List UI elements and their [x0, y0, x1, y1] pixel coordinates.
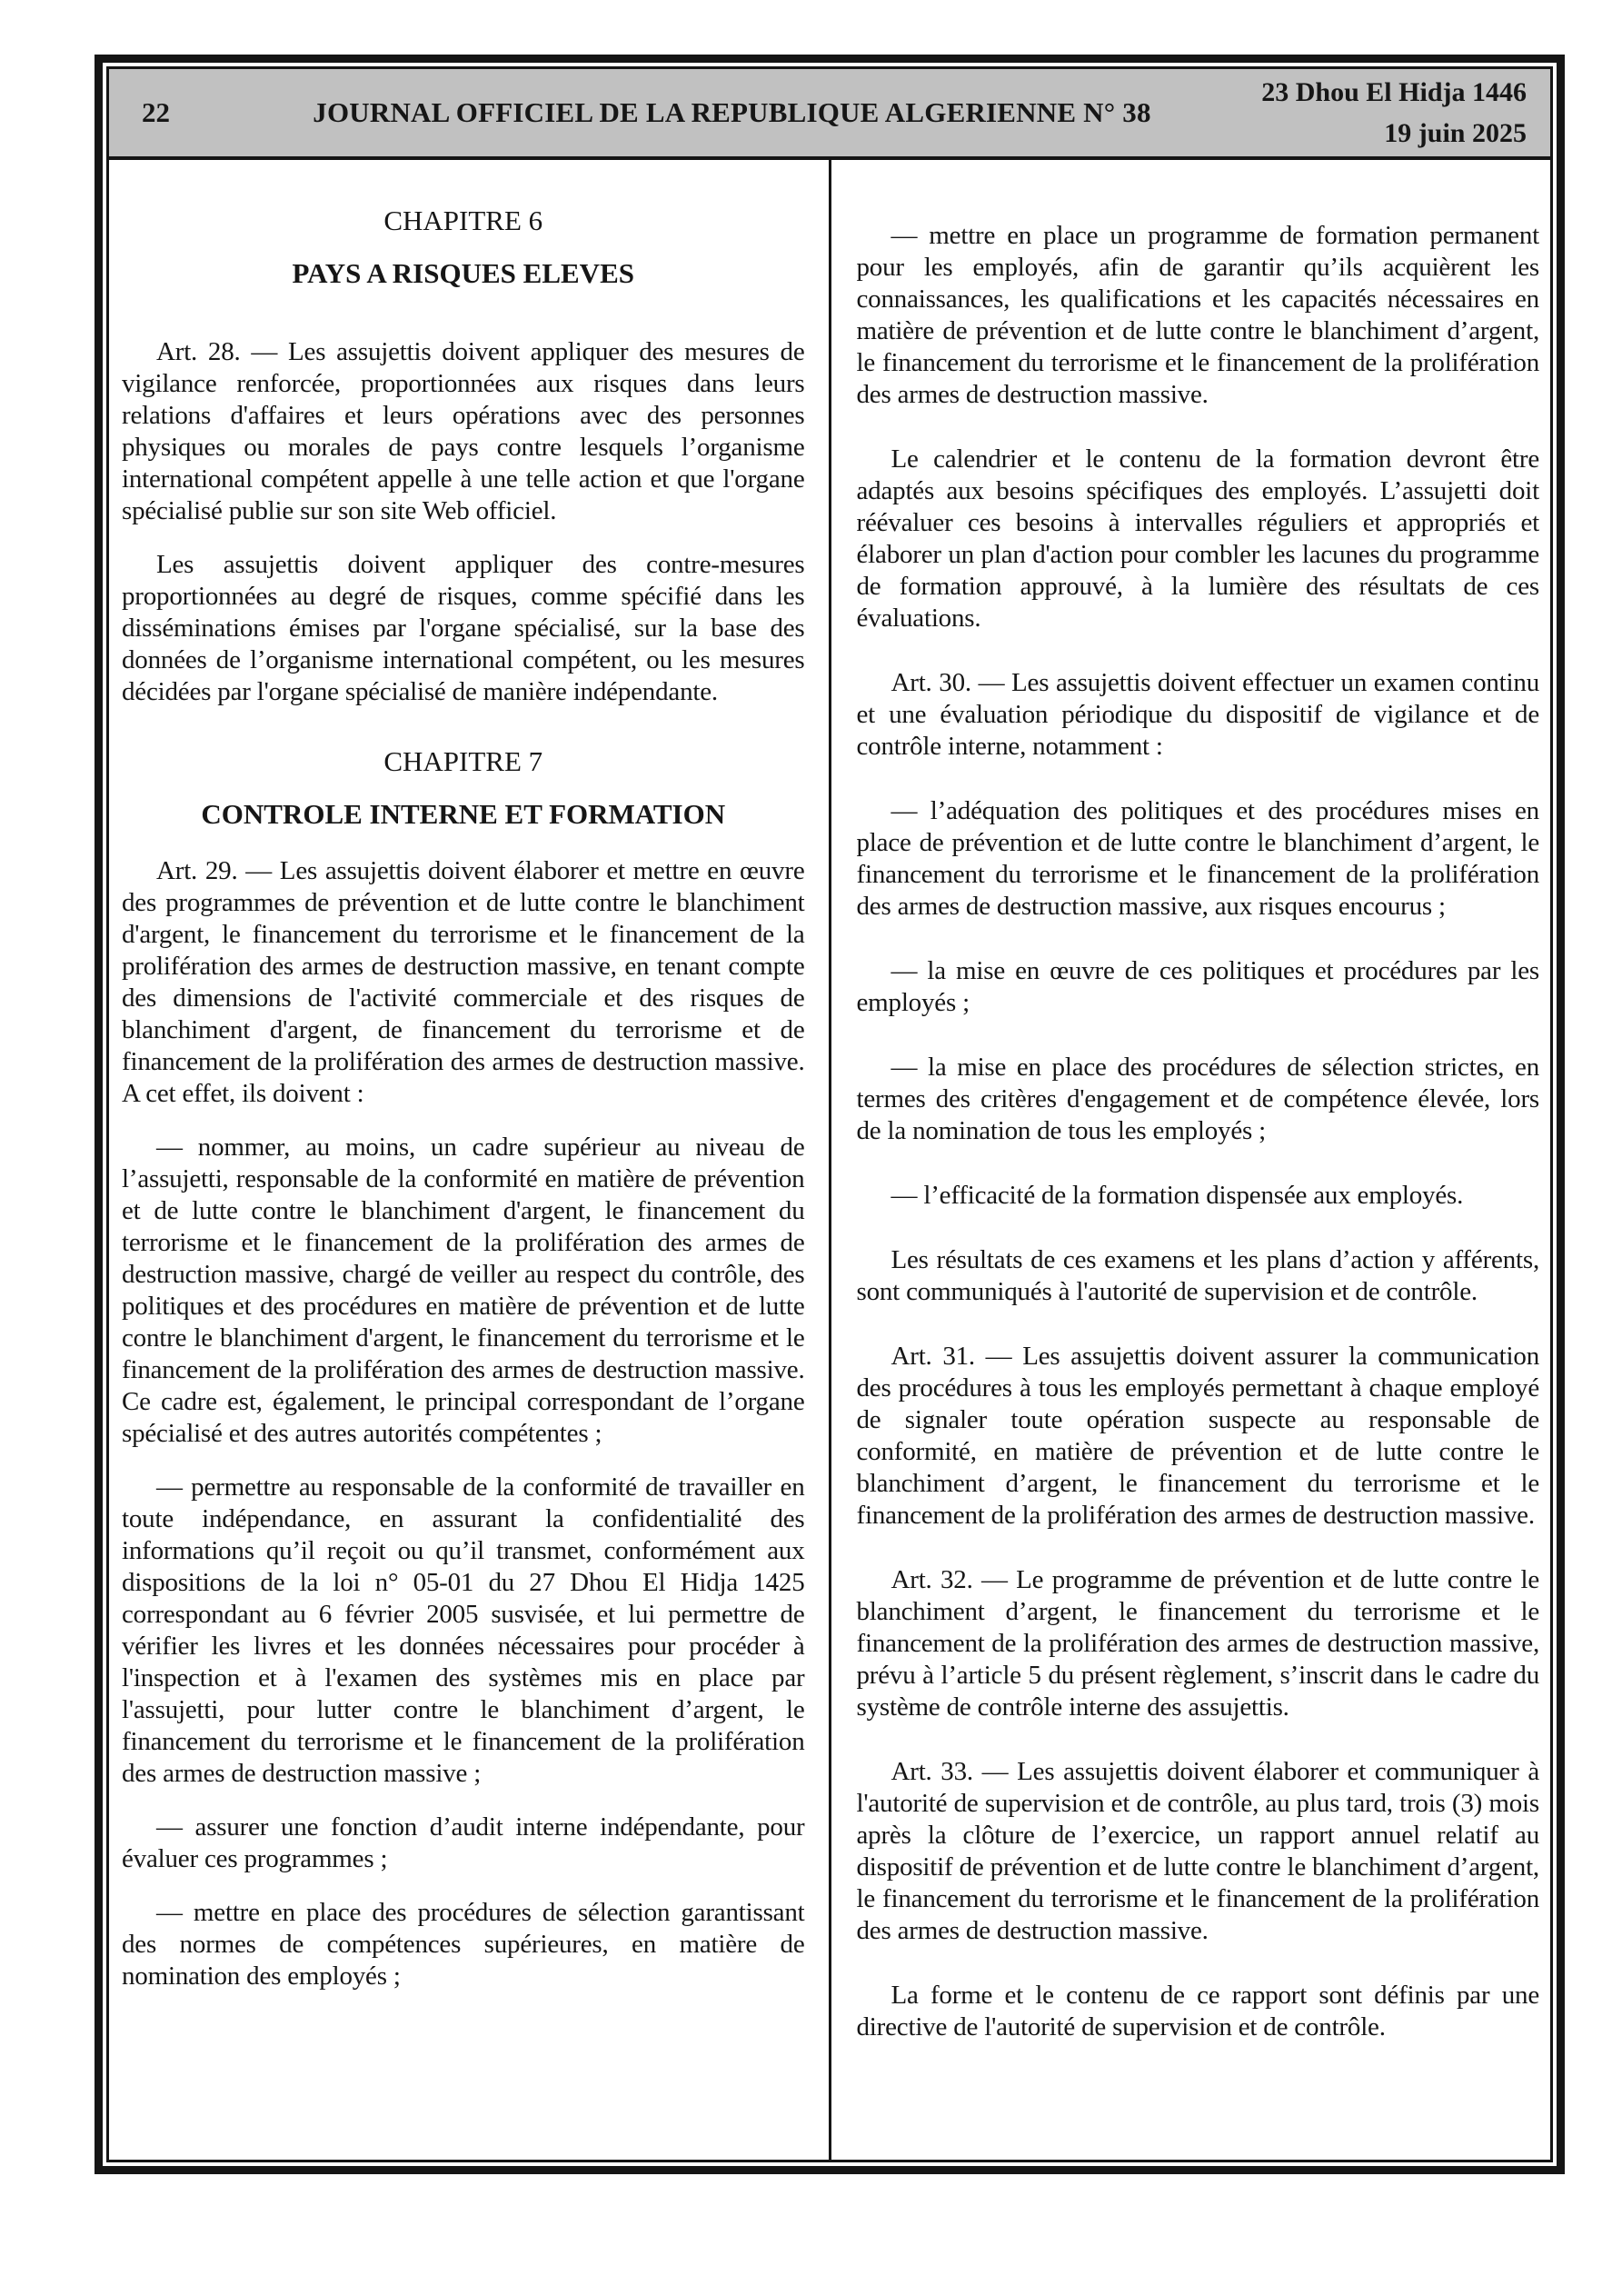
countermeasures-paragraph: Les assujettis doivent appliquer des contre-mesures proportionnées au degré de risques, comme spécifié dans les disséminations émises par l'organe spécialisé, sur la base des données de l’organisme international compétent, ou les mesures décidées par l'organe spécialisé de manière indépendante. — [122, 550, 805, 706]
chapter-6-label: CHAPITRE 6 — [383, 205, 543, 236]
article-33-paragraph: Art. 33. — Les assujettis doivent élaborer et communiquer à l'autorité de supervision et de contrôle, au plus tard, trois (3) mois après la clôture de l’exercice, un rapport annuel relatif au dispositif de prévention et de lutte contre le blanchiment d’argent, le financement du terrorisme et le financement de la prolifération des armes de destruction massive. — [856, 1757, 1539, 1945]
issue-date-gregorian: 19 juin 2025 — [1384, 118, 1527, 148]
page-header — [109, 69, 1550, 160]
forme-rapport-paragraph: La forme et le contenu de ce rapport sont définis par une directive de l'autorité de supervision et de contrôle. — [856, 1981, 1539, 2041]
right-column — [831, 160, 1551, 2160]
left-column — [109, 160, 829, 2160]
chapter-7-label: CHAPITRE 7 — [383, 745, 543, 777]
list-item-programme-formation: — mettre en place un programme de formation permanent pour les employés, afin de garantir qu’ils acquièrent les connaissances, les qualifications et les capacités nécessaires en matière de prévention et de lutte contre le blanchiment d’argent, le financement du terrorisme et le financement de la prolifération des armes de destruction massive. — [856, 221, 1539, 409]
journal-title: JOURNAL OFFICIEL DE LA REPUBLIQUE ALGERIENNE N° 38 — [313, 96, 1151, 128]
list-item-permettre-responsable: — permettre au responsable de la conformité de travailler en toute indépendance, en assurant la confidentialité des informations qu’il reçoit ou qu’il transmet, conformément aux dispositions de la loi n° 05-01 du 27 Dhou El Hidja 1425 correspondant au 6 février 2005 susvisée, et lui permettre de vérifier les livres et les données nécessaires pour procéder à l'inspection et à l'examen des systèmes mis en place par l'assujetti, pour lutter contre le blanchiment d’argent, le financement du terrorisme et le financement de la prolifération des armes de destruction massive ; — [122, 1472, 805, 1788]
page-body — [109, 160, 1550, 2160]
issue-date-hijri: 23 Dhou El Hidja 1446 — [1261, 77, 1527, 107]
list-item-adequation-politiques: — l’adéquation des politiques et des procédures mises en place de prévention et de lutte contre le blanchiment d’argent, le financement du terrorisme et le financement de la prolifération des armes de destruction massive, aux risques encourus ; — [856, 796, 1539, 921]
list-item-nommer-cadre: — nommer, au moins, un cadre supérieur au niveau de l’assujetti, responsable de la conformité en matière de prévention et de lutte contre le blanchiment d'argent, le financement du terrorisme et le financement de la prolifération des armes de destruction massive, chargé de veiller au respect du contrôle, des politiques et des procédures en matière de prévention et de lutte contre le blanchiment d'argent, le financement du terrorisme et le financement de la prolifération des armes de destruction massive. Ce cadre est, également, le principal correspondant de l’organe spécialisé et des autres autorités compétentes ; — [122, 1133, 805, 1448]
list-item-procedures-selection: — mettre en place des procédures de sélection garantissant des normes de compétences supérieures, en matière de nomination des employés ; — [122, 1898, 805, 1991]
list-item-efficacite-formation: — l’efficacité de la formation dispensée aux employés. — [891, 1181, 1464, 1210]
issue-date-block — [1237, 72, 1550, 154]
article-29-paragraph: Art. 29. — Les assujettis doivent élaborer et mettre en œuvre des programmes de prévention et de lutte contre le blanchiment d'argent, le financement du terrorisme et le financement de la prolifération des armes de destruction massive, en tenant compte des dimensions de l'activité commerciale et des risques de blanchiment d'argent, de financement du terrorisme et de financement de la prolifération des armes de destruction massive. A cet effet, ils doivent : — [122, 856, 805, 1108]
chapter-7-title: CONTROLE INTERNE ET FORMATION — [201, 798, 726, 830]
list-item-selection-strictes: — la mise en place des procédures de sélection strictes, en termes des critères d'engagement et de compétence élevée, lors de la nomination de tous les employés ; — [856, 1053, 1539, 1145]
list-item-mise-en-oeuvre: — la mise en œuvre de ces politiques et procédures par les employés ; — [856, 956, 1539, 1017]
chapter-6-title: PAYS A RISQUES ELEVES — [292, 257, 634, 289]
article-30-paragraph: Art. 30. — Les assujettis doivent effectuer un examen continu et une évaluation périodique du dispositif de vigilance et de contrôle interne, notamment : — [856, 668, 1539, 761]
article-31-paragraph: Art. 31. — Les assujettis doivent assurer la communication des procédures à tous les employés permettant à chaque employé de signaler toute opération suspecte au responsable de conformité, en matière de prévention et de lutte contre le blanchiment d’argent, le financement du terrorisme et le financement de la prolifération des armes de destruction massive. — [856, 1342, 1539, 1530]
article-32-paragraph: Art. 32. — Le programme de prévention et de lutte contre le blanchiment d’argent, le financement du terrorisme et le financement de la prolifération des armes de destruction massive, prévu à l’article 5 du présent règlement, s’inscrit dans le cadre du système de contrôle interne des assujettis. — [856, 1565, 1539, 1722]
article-28-paragraph: Art. 28. — Les assujettis doivent appliquer des mesures de vigilance renforcée, proportionnées aux risques dans leurs relations d'affaires et leurs opérations avec des personnes physiques ou morales de pays contre lesquels l’organisme international compétent appelle à une telle action et que l'organe spécialisé publie sur son site Web officiel. — [122, 337, 805, 525]
page-frame — [95, 55, 1565, 2174]
resultats-examens-paragraph: Les résultats de ces examens et les plans d’action y afférents, sont communiqués à l'autorité de supervision et de contrôle. — [856, 1245, 1539, 1306]
calendrier-formation-paragraph: Le calendrier et le contenu de la formation devront être adaptés aux besoins spécifiques des employés. L’assujetti doit réévaluer ces besoins à intervalles réguliers et appropriés et élaborer un plan d'action pour combler les lacunes du programme de formation approuvé, à la lumière des résultats de ces évaluations. — [856, 444, 1539, 633]
page-number: 22 — [142, 96, 170, 128]
page-frame-inner — [106, 66, 1553, 2162]
list-item-audit-interne: — assurer une fonction d’audit interne indépendante, pour évaluer ces programmes ; — [122, 1812, 805, 1873]
